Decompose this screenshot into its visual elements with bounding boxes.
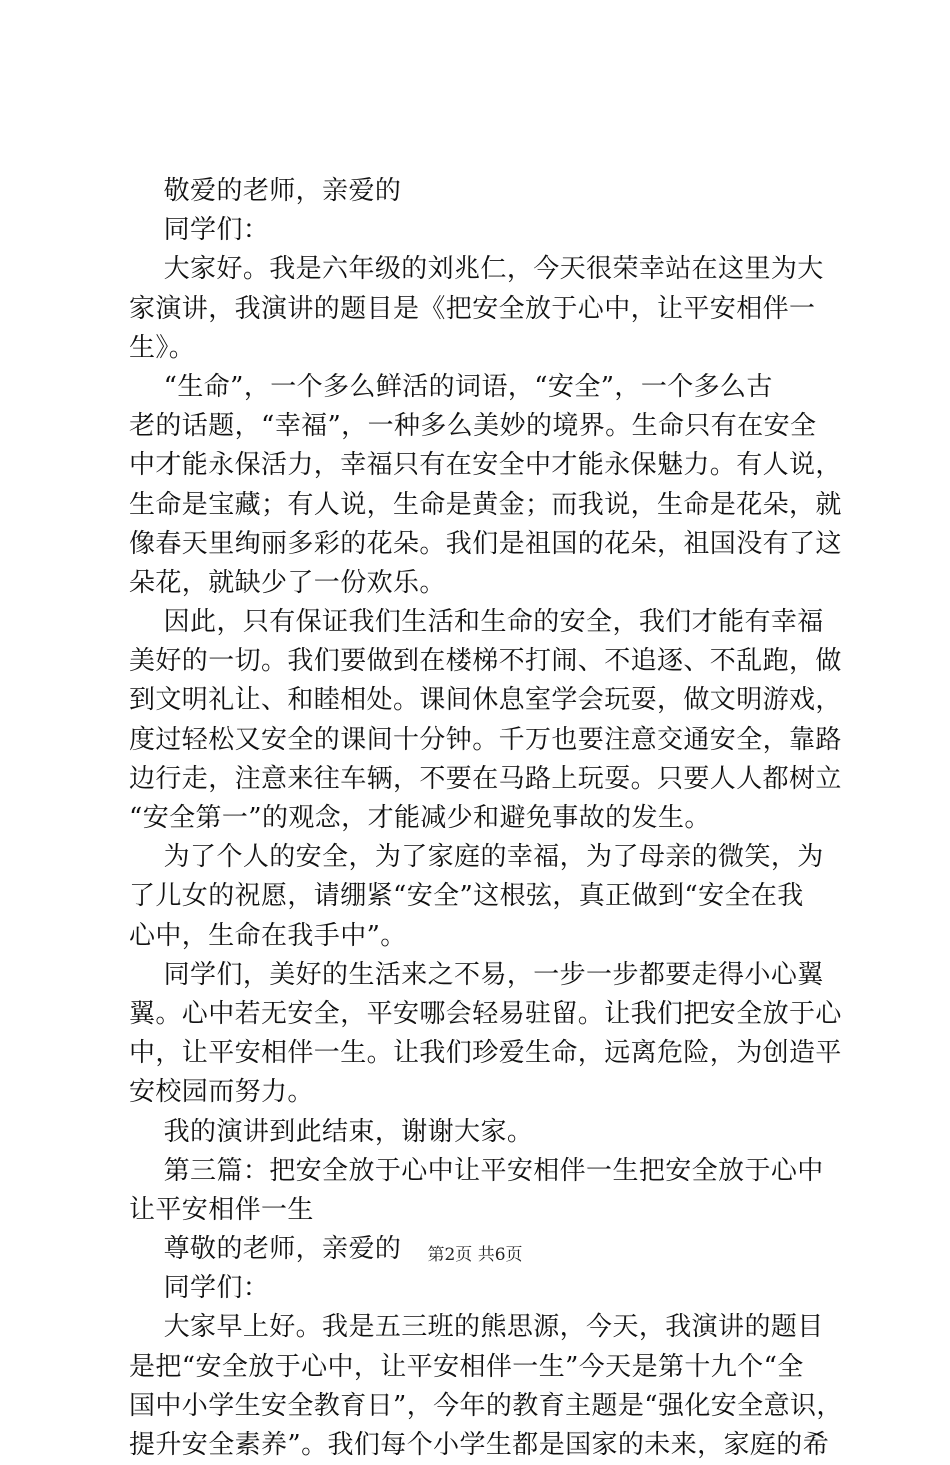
text-line: 中，让平安相伴一生。让我们珍爱生命，远离危险，为创造平 [129,1038,842,1069]
page-number-footer: 第2页 共6页 [427,1245,523,1265]
text-line: “生命”，一个多么鲜活的词语，“安全”，一个多么古 [129,371,773,402]
text-line: 朵花，就缺少了一份欢乐。 [129,567,446,598]
text-line: 美好的一切。我们要做到在楼梯不打闹、不追逐、不乱跑，做 [129,646,842,677]
text-line: 提升安全素养”。我们每个小学生都是国家的未来，家庭的希 [129,1430,830,1460]
text-line: 同学们，美好的生活来之不易，一步一步都要走得小心翼 [129,959,824,990]
text-line: 心中，生命在我手中”。 [129,920,407,951]
text-line: 国中小学生安全教育日”，今年的教育主题是“强化安全意识， [129,1390,843,1421]
text-line: 同学们： [129,1273,270,1304]
text-line: 老的话题，“幸福”，一种多么美妙的境界。生命只有在安全 [129,411,817,442]
text-line: 生》。 [129,332,196,363]
section-heading-line: 让平安相伴一生 [129,1194,314,1225]
document-body [129,172,843,1465]
text-line: 我的演讲到此结束，谢谢大家。 [129,1116,534,1147]
text-line: 安校园而努力。 [129,1077,314,1108]
text-line: 像春天里绚丽多彩的花朵。我们是祖国的花朵，祖国没有了这 [129,528,842,559]
section-heading-line: 第三篇：把安全放于心中让平安相伴一生把安全放于心中 [129,1155,824,1186]
text-line: 生命是宝藏；有人说，生命是黄金；而我说，生命是花朵，就 [129,489,842,520]
text-line: 尊敬的老师，亲爱的 [129,1234,402,1265]
text-line: 到文明礼让、和睦相处。课间休息室学会玩耍，做文明游戏， [129,685,842,716]
text-line: 是把“安全放于心中，让平安相伴一生”今天是第十九个“全 [129,1351,804,1382]
text-line: 同学们： [129,215,270,246]
text-line: 为了个人的安全，为了家庭的幸福，为了母亲的微笑，为 [129,842,824,873]
text-line: 了儿女的祝愿，请绷紧“安全”这根弦，真正做到“安全在我 [129,881,804,912]
text-line: 度过轻松又安全的课间十分钟。千万也要注意交通安全，靠路 [129,724,842,755]
text-line: “安全第一”的观念，才能减少和避免事故的发生。 [129,803,711,833]
text-line: 中才能永保活力，幸福只有在安全中才能永保魅力。有人说， [129,450,842,481]
text-line: 大家早上好。我是五三班的熊思源，今天，我演讲的题目 [129,1312,824,1343]
text-line: 大家好。我是六年级的刘兆仁，今天很荣幸站在这里为大 [129,254,824,285]
text-line: 敬爱的老师，亲爱的 [129,176,402,206]
text-line: 因此，只有保证我们生活和生命的安全，我们才能有幸福 [129,607,824,638]
text-line: 家演讲，我演讲的题目是《把安全放于心中，让平安相伴一 [129,293,816,324]
text-line: 翼。心中若无安全，平安哪会轻易驻留。让我们把安全放于心 [129,998,842,1029]
text-line: 边行走，注意来往车辆，不要在马路上玩耍。只要人人都树立 [129,763,842,794]
